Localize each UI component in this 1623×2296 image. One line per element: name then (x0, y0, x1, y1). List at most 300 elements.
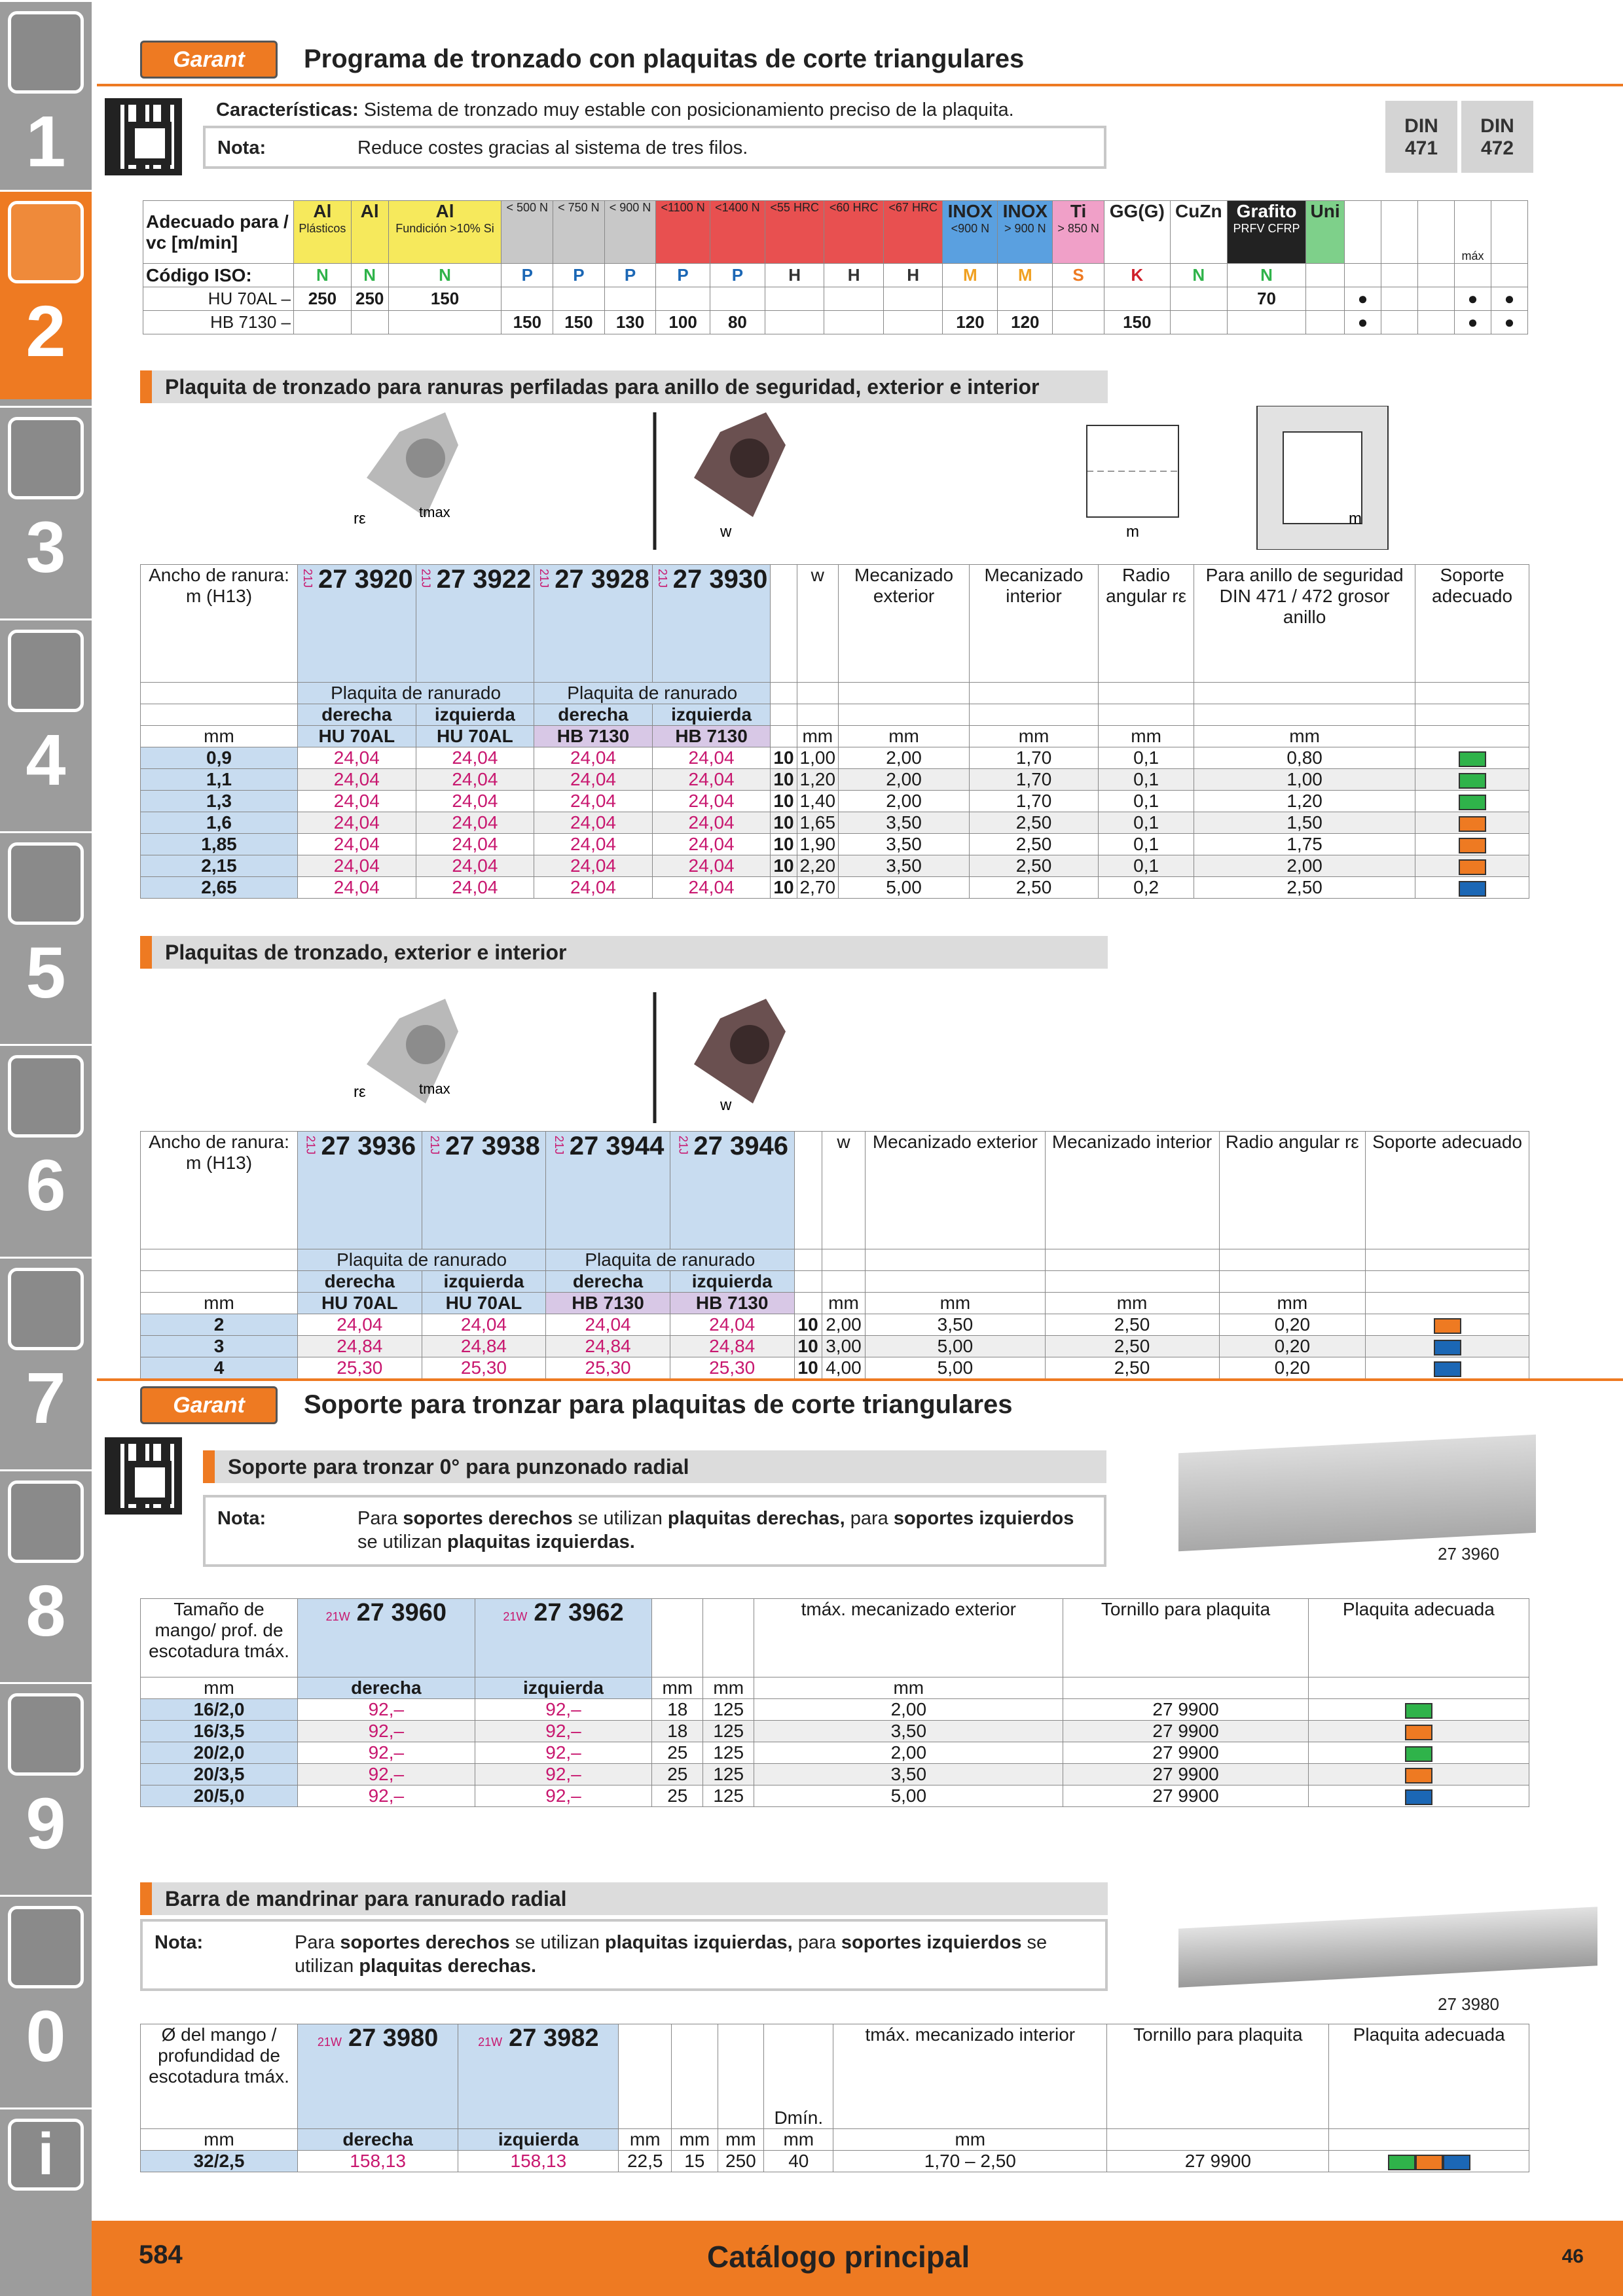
speed-value (824, 287, 884, 311)
bar-dim-icon (619, 2024, 672, 2129)
price: 24,04 (534, 769, 653, 791)
shank-size: 20/3,5 (141, 1764, 298, 1785)
side-label: derecha (298, 704, 416, 726)
price: 24,04 (298, 791, 416, 812)
table-cell (970, 683, 1099, 704)
speed-value (824, 311, 884, 334)
page-title: Programa de tronzado con plaquitas de corte triangulares (304, 45, 1025, 73)
iso-code: N (1170, 264, 1227, 287)
chapter-tab-1[interactable]: 1 (0, 0, 92, 209)
features-line: Características: Sistema de tronzado muy estable con posicionamiento preciso de la plaquita. (216, 99, 1014, 120)
code-number: 27 3922 (436, 565, 532, 594)
material-sub: <1100 N (661, 201, 705, 214)
table-cell (822, 1271, 866, 1293)
insert-illustrations (314, 406, 1395, 550)
shank-size: 16/2,0 (141, 1699, 298, 1721)
code-number: 27 3930 (672, 565, 768, 594)
holder-subtitle: Soporte para tronzar 0° para punzonado radial (203, 1450, 1106, 1483)
table-cell (141, 1249, 298, 1271)
code-number: 27 3946 (693, 1132, 788, 1160)
page-footer (92, 2221, 1623, 2296)
material-name: Al (360, 201, 379, 221)
speed-value: 130 (604, 311, 656, 334)
price: 25,30 (298, 1357, 422, 1379)
table-header-row (141, 1132, 1529, 1249)
speed-value (553, 287, 605, 311)
dimension-value: 125 (703, 1721, 754, 1742)
iso-code: P (501, 264, 553, 287)
svg-text:m: m (1349, 510, 1362, 528)
wrench-icon (8, 1055, 84, 1138)
header-rule (97, 84, 1623, 86)
dimension-value: 18 (652, 1721, 703, 1742)
holder-dim-icon (652, 1599, 703, 1677)
price: 24,04 (416, 769, 534, 791)
unit (1308, 1677, 1529, 1699)
col-header: Para anillo de seguridad DIN 471 / 472 grosor anillo (1194, 565, 1415, 683)
table-header-row (141, 565, 1529, 683)
table-cell (1045, 1249, 1219, 1271)
material-column (824, 201, 884, 264)
holder-swatch-cell (1415, 769, 1529, 791)
insert-swatch-cell (1329, 2151, 1529, 2172)
dimension-value: 2,00 (754, 1699, 1063, 1721)
dimension-value: 0,1 (1099, 791, 1194, 812)
col-header: Mecanizado exterior (839, 565, 970, 683)
application-icon (1418, 201, 1455, 264)
table-cell (1194, 683, 1415, 704)
dimension-value: 27 9900 (1063, 1764, 1308, 1785)
application-icon (1345, 201, 1381, 264)
iso-label: Código ISO: (143, 264, 294, 287)
unit: mm (764, 2129, 833, 2151)
din-472-badge: DIN 472 (1461, 101, 1533, 173)
dimension-value: 40 (764, 2151, 833, 2172)
dimension-value: 1,20 (797, 769, 839, 791)
speed-value: 70 (1227, 287, 1305, 311)
price: 24,04 (652, 877, 771, 899)
speed-value (1053, 311, 1104, 334)
article-code (298, 565, 416, 683)
speed-value (998, 287, 1053, 311)
table-cell (1381, 264, 1418, 287)
article-code (546, 1132, 670, 1249)
dimension-value: 2,00 (839, 747, 970, 769)
holder-swatch-cell (1415, 877, 1529, 899)
holder-swatch-cell (1415, 812, 1529, 834)
dimension-value: 1,70 (970, 747, 1099, 769)
speed-value: 120 (998, 311, 1053, 334)
insert-swatch-cell (1308, 1742, 1529, 1764)
garant-logo-2: Garant (140, 1386, 278, 1424)
qr-code-icon-2[interactable] (105, 1437, 182, 1515)
code-number: 27 3920 (318, 565, 413, 594)
holder-color-swatch (1459, 881, 1486, 897)
grade-label: HU 70AL – (143, 287, 294, 311)
speed-value: 150 (501, 311, 553, 334)
chapter-tab-6[interactable]: 6 (0, 1044, 92, 1253)
boring-table (140, 2024, 1529, 2172)
application-mark: ● (1455, 287, 1491, 311)
price: 92,– (475, 1764, 652, 1785)
article-code (458, 2024, 619, 2129)
col-header: Soporte adecuado (1415, 565, 1529, 683)
unit-row (141, 726, 1529, 747)
table-row (141, 1314, 1529, 1336)
chapter-tab-9[interactable]: 9 (0, 1682, 92, 1892)
article-code (422, 1132, 546, 1249)
table-row (141, 1721, 1529, 1742)
table-row (141, 2151, 1529, 2172)
chapter-tab-4[interactable]: 4 (0, 619, 92, 828)
price: 24,04 (298, 1314, 422, 1336)
parting-insert-illustrations (314, 992, 903, 1123)
groove-width: 2,15 (141, 855, 298, 877)
application-icon (1381, 201, 1418, 264)
unit: mm (866, 1293, 1045, 1314)
price: 24,04 (652, 769, 771, 791)
material-column (1053, 201, 1104, 264)
chapter-tab-7[interactable]: 7 (0, 1257, 92, 1466)
din-471-badge: DIN 471 (1385, 101, 1457, 173)
dimension-value: 5,00 (839, 877, 970, 899)
grade: HU 70AL (422, 1293, 546, 1314)
speed-value: 120 (943, 311, 998, 334)
material-name: INOX (1002, 201, 1048, 221)
price: 24,04 (416, 877, 534, 899)
application-icon: máx (1455, 201, 1491, 264)
shank-size: 16/3,5 (141, 1721, 298, 1742)
col-groove-width: Ancho de ranura: m (H13) (141, 565, 298, 683)
note-box: Nota: Reduce costes gracias al sistema de tres filos. (203, 126, 1106, 169)
unit: mm (652, 1677, 703, 1699)
material-column (388, 201, 501, 264)
material-column (553, 201, 605, 264)
dimension-value: 27 9900 (1063, 1721, 1308, 1742)
unit-row (141, 1677, 1529, 1699)
code-number: 27 3982 (509, 2024, 599, 2052)
table-row (141, 791, 1529, 812)
pack-qty: 10 (771, 747, 797, 769)
dimension-value: 5,00 (866, 1357, 1045, 1379)
dimension-value: 125 (703, 1742, 754, 1764)
chapter-tab-5[interactable]: 5 (0, 831, 92, 1041)
code-number: 27 3944 (569, 1132, 665, 1160)
price: 24,04 (534, 791, 653, 812)
table-cell (1345, 264, 1381, 287)
profiled-inserts-table (140, 564, 1529, 899)
material-column (943, 201, 998, 264)
groove-width: 2 (141, 1314, 298, 1336)
table-row (141, 1764, 1529, 1785)
price: 24,04 (416, 834, 534, 855)
col-header: Radio angular rε (1219, 1132, 1366, 1249)
price: 24,04 (652, 855, 771, 877)
table-cell (970, 704, 1099, 726)
speed-value (351, 311, 388, 334)
unit: mm (833, 2129, 1107, 2151)
holder-table (140, 1598, 1529, 1807)
unit: mm (718, 2129, 764, 2151)
iso-code: K (1104, 264, 1170, 287)
holder-color-swatch (1459, 838, 1486, 853)
dimension-value: 3,50 (754, 1721, 1063, 1742)
col-w: w (797, 565, 839, 683)
toolholder-icon (8, 417, 84, 499)
dimension-value: 0,1 (1099, 769, 1194, 791)
chapter-tab-2[interactable]: 2 (0, 190, 92, 399)
speed-value (1306, 311, 1345, 334)
dimension-value: 0,1 (1099, 812, 1194, 834)
dimension-value: 2,50 (970, 877, 1099, 899)
dimension-value: 0,80 (1194, 747, 1415, 769)
application-icon (1491, 201, 1528, 264)
groove-width: 1,6 (141, 812, 298, 834)
unit: mm (619, 2129, 672, 2151)
holder-color-swatch (1459, 795, 1486, 810)
side-row (141, 1271, 1529, 1293)
svg-text:m: m (1126, 523, 1139, 541)
application-mark (1418, 311, 1455, 334)
material-column (604, 201, 656, 264)
material-name: Grafito (1236, 201, 1297, 221)
chapter-sidebar (0, 0, 92, 2296)
price: 24,04 (534, 855, 653, 877)
chapter-tab-0[interactable]: 0 (0, 1895, 92, 2104)
holder-color-swatch (1415, 2155, 1443, 2170)
dimension-value: 2,00 (839, 769, 970, 791)
dimension-value: 27 9900 (1107, 2151, 1329, 2172)
application-mark (1381, 287, 1418, 311)
material-sub: <900 N (951, 222, 990, 235)
price: 24,04 (416, 812, 534, 834)
application-mark: ● (1491, 287, 1528, 311)
pack-qty: 10 (771, 769, 797, 791)
unit (1329, 2129, 1529, 2151)
table-row (141, 834, 1529, 855)
table-cell (1491, 264, 1528, 287)
col-header: Tornillo para plaquita (1107, 2024, 1329, 2129)
side-label: derecha (298, 2129, 458, 2151)
dimension-value: 3,50 (866, 1314, 1045, 1336)
code-prefix: 21J (301, 568, 314, 588)
dimension-value: 0,1 (1099, 855, 1194, 877)
code-number: 27 3980 (348, 2024, 439, 2052)
holder-color-swatch (1434, 1318, 1461, 1334)
table-cell (797, 683, 839, 704)
holder-swatch-cell (1366, 1336, 1529, 1357)
dimension-value: 1,00 (1194, 769, 1415, 791)
pack-qty: 10 (794, 1336, 822, 1357)
unit: mm (970, 726, 1099, 747)
article-code (298, 1599, 475, 1677)
price: 24,84 (422, 1336, 546, 1357)
material-sub: < 500 N (506, 201, 549, 214)
dimension-value: 2,00 (822, 1314, 866, 1336)
dimension-value: 27 9900 (1063, 1785, 1308, 1807)
dimension-value: 0,20 (1219, 1314, 1366, 1336)
price: 24,84 (670, 1336, 794, 1357)
dimension-value: 2,00 (839, 791, 970, 812)
iso-code: H (765, 264, 824, 287)
side-label: derecha (546, 1271, 670, 1293)
holder-color-swatch (1459, 816, 1486, 832)
table-cell (866, 1249, 1045, 1271)
groove-width: 4 (141, 1357, 298, 1379)
speed-value (710, 287, 765, 311)
product-name: Plaquita de ranurado (546, 1249, 794, 1271)
col-header: Tornillo para plaquita (1063, 1599, 1308, 1677)
unit: mm (141, 2129, 298, 2151)
price: 92,– (298, 1764, 475, 1785)
iso-code: S (1053, 264, 1104, 287)
article-code (534, 565, 653, 683)
unit: mm (1099, 726, 1194, 747)
cabinet-icon (8, 1693, 84, 1776)
unit: mm (1045, 1293, 1219, 1314)
dimension-value: 3,50 (839, 812, 970, 834)
dimension-value: 27 9900 (1063, 1699, 1308, 1721)
dimension-value: 2,50 (1045, 1357, 1219, 1379)
material-sub: <55 HRC (770, 201, 819, 214)
price: 92,– (298, 1721, 475, 1742)
col-header: Plaquita adecuada (1329, 2024, 1529, 2129)
dimension-value: 125 (703, 1785, 754, 1807)
holder-swatch-cell (1415, 791, 1529, 812)
material-column (998, 201, 1053, 264)
qr-code-icon[interactable] (105, 98, 182, 175)
col-size: Tamaño de mango/ prof. de escotadura tmáx. (141, 1599, 298, 1677)
article-code (298, 1132, 422, 1249)
price: 24,04 (534, 834, 653, 855)
groove-width: 1,3 (141, 791, 298, 812)
dimension-value: 1,40 (797, 791, 839, 812)
price: 92,– (298, 1699, 475, 1721)
table-cell (839, 683, 970, 704)
price: 24,04 (416, 791, 534, 812)
material-column (1227, 201, 1305, 264)
table-cell (839, 704, 970, 726)
price: 24,04 (298, 877, 416, 899)
price: 24,04 (422, 1314, 546, 1336)
col-header: Mecanizado interior (1045, 1132, 1219, 1249)
product-row (141, 683, 1529, 704)
code-prefix: 21J (676, 1135, 690, 1155)
col-header: Mecanizado interior (970, 565, 1099, 683)
material-sub: Plásticos (299, 222, 346, 235)
chapter-tab-8[interactable]: 8 (0, 1469, 92, 1679)
unit: mm (671, 2129, 718, 2151)
material-column (765, 201, 824, 264)
code-number: 27 3962 (534, 1599, 624, 1626)
price: 24,04 (652, 834, 771, 855)
dimension-value: 3,50 (839, 855, 970, 877)
dimension-value: 0,20 (1219, 1357, 1366, 1379)
insert-icon (8, 201, 84, 283)
dimension-value: 1,70 – 2,50 (833, 2151, 1107, 2172)
article-code (670, 1132, 794, 1249)
table-cell (1194, 704, 1415, 726)
catalog-name: Catálogo principal (707, 2240, 970, 2274)
price: 92,– (475, 1742, 652, 1764)
unit: mm (839, 726, 970, 747)
price: 24,04 (298, 834, 416, 855)
boring-bar-image (1178, 1907, 1597, 1988)
bar-dim-icon (718, 2024, 764, 2129)
material-name: CuZn (1175, 201, 1222, 221)
unit: mm (141, 1293, 298, 1314)
table-row (141, 1336, 1529, 1357)
price: 92,– (475, 1699, 652, 1721)
qty-icon (771, 565, 797, 683)
grade: HB 7130 (652, 726, 771, 747)
code-prefix: 21W (325, 1610, 350, 1623)
material-name: Al (435, 201, 454, 221)
article-code (416, 565, 534, 683)
col-header: Soporte adecuado (1366, 1132, 1529, 1249)
iso-row (143, 264, 1528, 287)
code-prefix: 21W (478, 2036, 503, 2049)
holder-color-swatch (1405, 1746, 1432, 1762)
price: 25,30 (546, 1357, 670, 1379)
dimension-value: 1,20 (1194, 791, 1415, 812)
holder-color-swatch (1405, 1768, 1432, 1784)
groove-width: 3 (141, 1336, 298, 1357)
dimension-value: 5,00 (754, 1785, 1063, 1807)
speed-value (1170, 287, 1227, 311)
table-row (141, 769, 1529, 791)
shank-size: 20/5,0 (141, 1785, 298, 1807)
boring-note: Nota: Para soportes derechos se utilizan plaquitas izquierdas, para soportes izquierdos se utilizan plaquitas derechas. (140, 1919, 1108, 1991)
product-name: Plaquita de ranurado (534, 683, 771, 704)
application-mark: ● (1345, 311, 1381, 334)
table-row (141, 1785, 1529, 1807)
speed-value: 150 (553, 311, 605, 334)
dimension-value: 2,00 (754, 1742, 1063, 1764)
holder-swatch-cell (1415, 855, 1529, 877)
material-name: INOX (947, 201, 993, 221)
drill-icon (8, 11, 84, 94)
holder-swatch-cell (1366, 1357, 1529, 1379)
chapter-tab-info[interactable] (0, 2108, 92, 2296)
svg-text:tmax: tmax (419, 1081, 450, 1097)
price: 92,– (298, 1785, 475, 1807)
dimension-value: 1,50 (1194, 812, 1415, 834)
holder-swatch-cell (1415, 834, 1529, 855)
holder-rule (97, 1378, 1623, 1381)
material-sub: <1400 N (715, 201, 760, 214)
boring-title: Barra de mandrinar para ranurado radial (140, 1882, 1108, 1915)
dimension-value: 2,50 (970, 855, 1099, 877)
speed-value (1170, 311, 1227, 334)
unit (1107, 2129, 1329, 2151)
material-sub: > 900 N (1004, 222, 1046, 235)
table-cell (1415, 683, 1529, 704)
price: 24,04 (298, 769, 416, 791)
table-row (141, 877, 1529, 899)
chapter-tab-3[interactable]: 3 (0, 406, 92, 615)
table-cell (794, 1293, 822, 1314)
material-column (1170, 201, 1227, 264)
iso-code: N (351, 264, 388, 287)
col-header: Radio angular rε (1099, 565, 1194, 683)
dimension-value: 2,00 (1194, 855, 1415, 877)
dimension-value: 1,65 (797, 812, 839, 834)
code-number: 27 3928 (555, 565, 649, 594)
iso-code: P (604, 264, 656, 287)
materials-header-row (143, 201, 1528, 264)
side-label: izquierda (670, 1271, 794, 1293)
